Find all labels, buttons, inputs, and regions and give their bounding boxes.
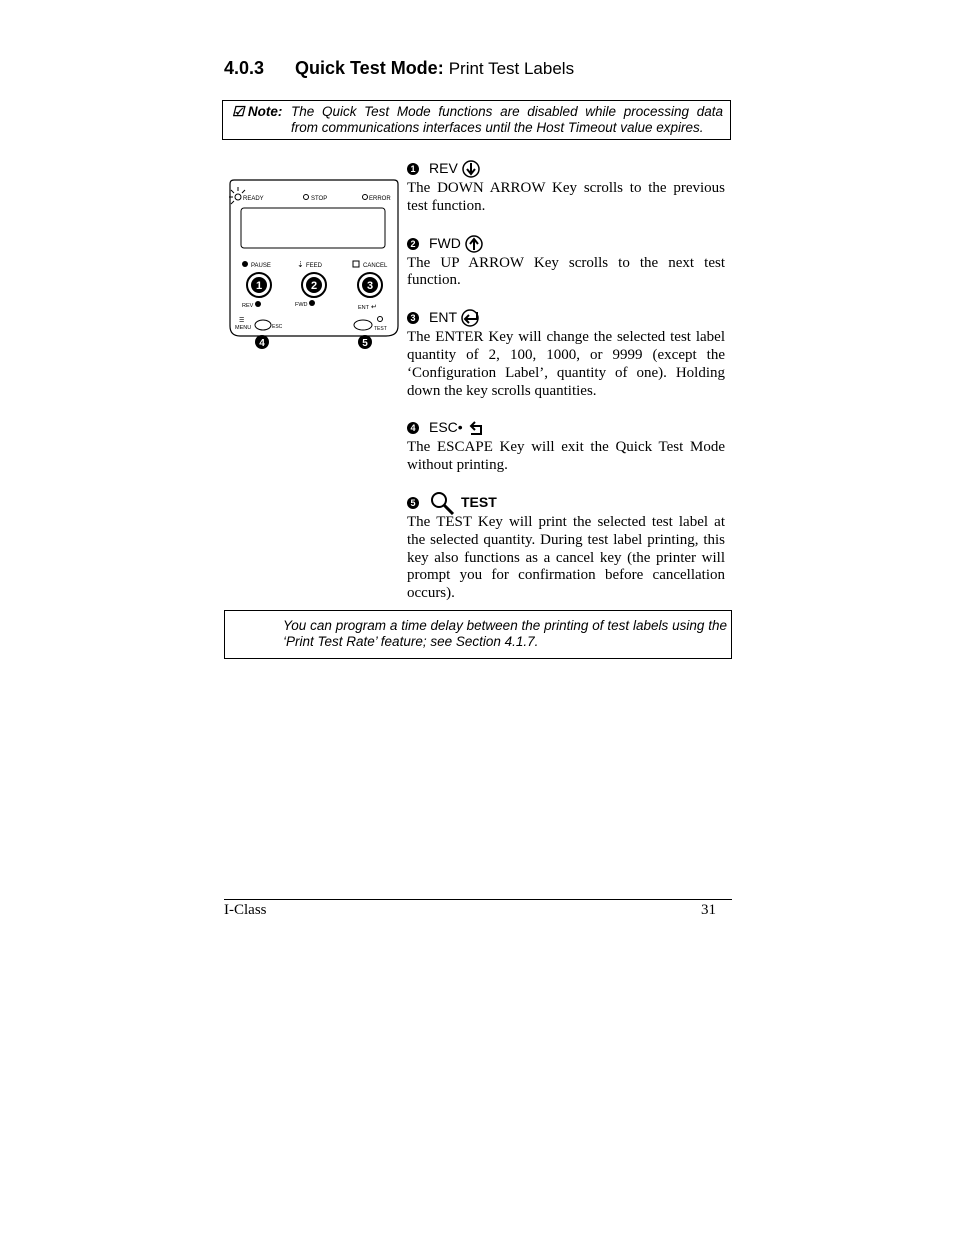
key-descriptions	[407, 158, 725, 620]
key-name: REV	[429, 160, 458, 177]
key-desc: The TEST Key will print the selected test label at the selected quantity. During test label printing, this key also functions as a cancel key (the printer will prompt you for confirmation before cancellation occurs).	[407, 513, 725, 602]
menu-label: MENU	[235, 325, 252, 331]
cancel-label: CANCEL	[363, 263, 388, 269]
up-arrow-circle-icon	[465, 235, 483, 253]
note-label: ☑ Note:	[232, 104, 283, 119]
feed-label: FEED	[306, 263, 323, 269]
svg-text:2: 2	[310, 280, 318, 292]
note-line-1: The Quick Test Mode functions are disabled while processing data	[291, 104, 723, 119]
bullet-3-icon: 3	[407, 312, 419, 324]
svg-text:1: 1	[255, 280, 263, 292]
magnifier-icon	[429, 491, 457, 515]
callout-4	[255, 335, 269, 349]
test-button[interactable]	[354, 320, 372, 330]
key-name: ENT	[429, 309, 457, 326]
key-desc: The ESCAPE Key will exit the Quick Test Mode without printing.	[407, 439, 725, 474]
fwd-icon	[309, 300, 315, 306]
key-desc: The ENTER Key will change the selected test label quantity of 2, 100, 1000, or 9999 (except the ‘Configuration Label’, quantity of one). Holding down the key scrolls quantities.	[407, 329, 725, 399]
escape-icon	[467, 420, 483, 436]
note-box	[222, 100, 731, 140]
bullet-1-icon: 1	[407, 163, 419, 175]
svg-text:3: 3	[366, 280, 374, 292]
footer-rule	[224, 899, 732, 900]
section-number: 4.0.3	[224, 58, 265, 78]
stop-light-icon	[304, 195, 309, 200]
pause-label: PAUSE	[251, 263, 271, 269]
fwd-label: FWD	[295, 302, 308, 308]
callout-5	[358, 335, 372, 349]
key-name: TEST	[461, 494, 497, 511]
pause-icon	[242, 261, 248, 267]
esc-button[interactable]	[255, 320, 271, 330]
ent-icon: ↵	[371, 304, 377, 311]
printer-control-panel	[226, 176, 402, 354]
key-3-button[interactable]	[358, 273, 382, 297]
key-fwd	[407, 233, 725, 291]
esc-label: ESC	[272, 324, 283, 330]
key-1-button[interactable]	[247, 273, 271, 297]
key-desc: The UP ARROW Key scrolls to the next test function.	[407, 254, 725, 289]
error-light-icon	[363, 195, 368, 200]
note-line-2: from communications interfaces until the Host Timeout value expires.	[291, 120, 704, 135]
rev-label: REV	[242, 303, 254, 309]
key-2-button[interactable]	[302, 273, 326, 297]
bullet-2-icon: 2	[407, 238, 419, 250]
bullet-5-icon: 5	[407, 497, 419, 509]
cancel-icon	[353, 261, 359, 267]
checkbox-icon: ☑	[232, 104, 245, 119]
key-esc	[407, 417, 725, 475]
down-arrow-circle-icon	[462, 160, 480, 178]
page-number: 31	[701, 902, 716, 918]
menu-icon: ☰	[239, 318, 245, 324]
svg-text:5: 5	[362, 338, 368, 349]
stop-label: STOP	[311, 196, 328, 202]
section-subtitle: Print Test Labels	[448, 59, 575, 78]
rev-icon	[255, 301, 261, 307]
feed-icon: ⇣	[297, 260, 304, 269]
ent-label: ENT	[358, 305, 369, 311]
footer-product: I-Class	[224, 902, 267, 918]
section-title: Quick Test Mode:	[295, 58, 444, 78]
key-name: ESC•	[429, 419, 463, 436]
test-magnifier-icon	[378, 317, 383, 322]
tip-box	[224, 610, 732, 659]
key-test	[407, 492, 725, 603]
key-ent	[407, 307, 725, 400]
test-label: TEST	[374, 326, 387, 332]
error-label: ERROR	[369, 196, 391, 202]
bullet-4-icon: 4	[407, 422, 419, 434]
section-heading	[224, 58, 574, 79]
key-rev	[407, 158, 725, 216]
enter-icon	[461, 309, 481, 327]
key-name: FWD	[429, 234, 461, 251]
tip-text: You can program a time delay between the printing of test labels using the ‘Print Test Rate’ feature; see Section 4.1.7.	[283, 618, 727, 649]
key-desc: The DOWN ARROW Key scrolls to the previous test function.	[407, 180, 725, 214]
svg-text:4: 4	[259, 338, 265, 349]
ready-label: READY	[243, 196, 264, 202]
lcd-display	[241, 208, 385, 248]
